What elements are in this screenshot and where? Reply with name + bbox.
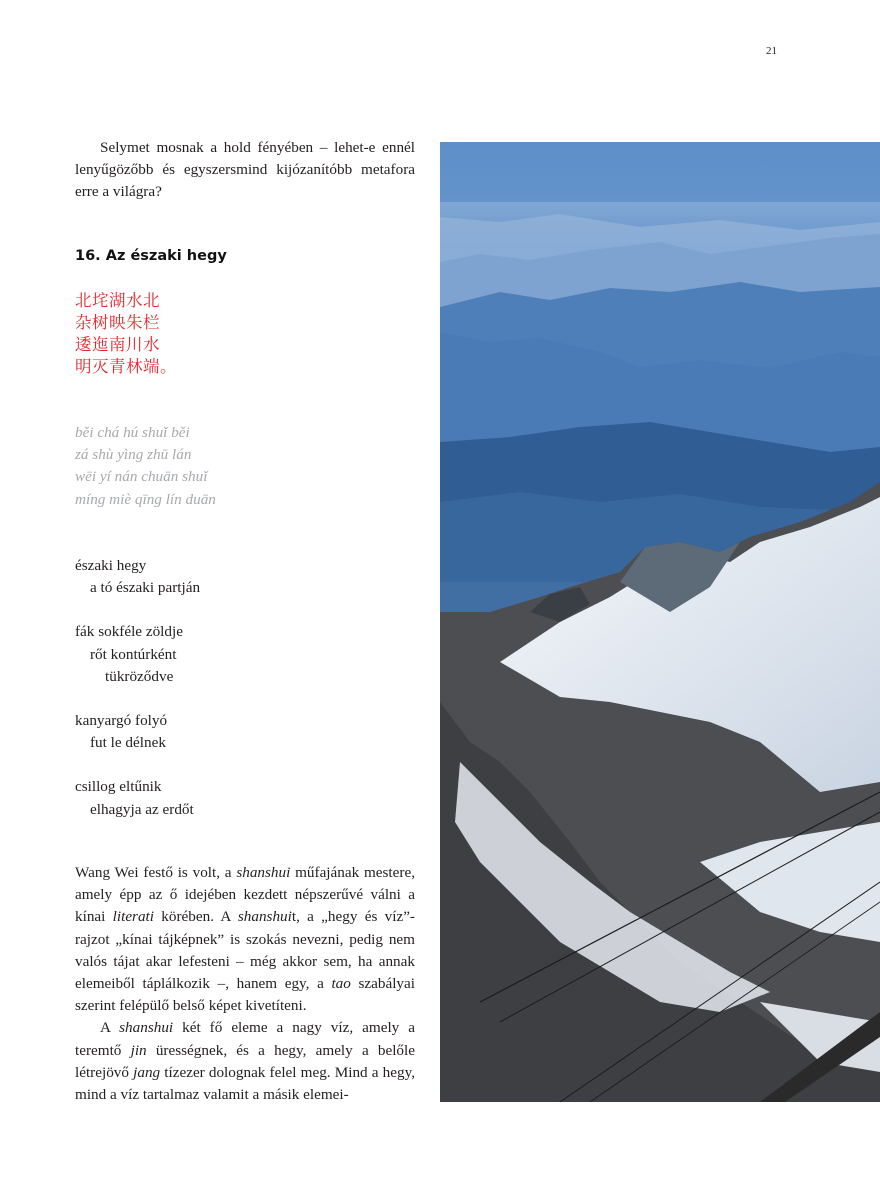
chinese-poem [75, 290, 177, 378]
poem-stanza [75, 710, 200, 754]
pinyin-line: běi chá hú shuǐ běi [75, 424, 190, 441]
poem-line: fák sokféle zöldje [75, 623, 183, 641]
pinyin-line: zá shù yìng zhū lán [75, 446, 192, 464]
chinese-line: 北垞湖水北 [75, 291, 160, 310]
poem-line: tükröződve [105, 667, 174, 685]
chinese-line: 逶迤南川水 [75, 335, 160, 354]
pinyin-line: míng miè qīng lín duān [75, 490, 216, 508]
body-paragraph: Wang Wei festő is volt, a shanshui műfajának mestere, amely épp az ő idejében kezdett népszerűvé válni a kínai literati körében. A shanshuit, a „hegy és víz”-rajzot „kínai tájképnek” is szokás nevezni, pedig nem valós tájat akar lefesteni – még akkor sem, ha annak elemeiből táplálkozik –, hanem egy, a tao szabályai szerint felépülő belső képet kivetíteni. [75, 864, 415, 1015]
intro-paragraph [75, 137, 415, 204]
chinese-line: 杂树映朱栏 [75, 313, 160, 332]
poem-stanza [75, 555, 200, 599]
body-paragraph: A shanshui két fő eleme a nagy víz, amely a teremtő jin ürességnek, és a hegy, amely a belőle létrejövő jang tízezer dolognak felel meg. Mind a hegy, mind a víz tartalmaz valamit a másik elemei- [75, 1019, 415, 1104]
pinyin-line: wēi yí nán chuān shuǐ [75, 468, 208, 486]
hungarian-poem [75, 555, 200, 843]
poem-line: északi hegy [75, 557, 147, 574]
page-number: 21 [766, 45, 777, 57]
poem-line: a tó északi partján [90, 579, 201, 597]
poem-line: csillog eltűnik [75, 778, 162, 796]
poem-line: kanyargó folyó [75, 712, 168, 730]
section-heading: 16. Az északi hegy [75, 248, 227, 264]
mountain-landscape-photo [440, 142, 880, 1102]
poem-line: fut le délnek [90, 734, 166, 752]
poem-stanza [75, 621, 200, 688]
poem-line: elhagyja az erdőt [90, 800, 194, 818]
pinyin-transcription [75, 422, 216, 511]
poem-line: rőt kontúrként [90, 645, 177, 663]
chinese-line: 明灭青林端。 [75, 357, 177, 376]
poem-stanza [75, 776, 200, 820]
intro-text: Selymet mosnak a hold fényében – lehet-e ennél lenyűgözőbb és egyszersmind kijózanítóbb metafora erre a világra? [75, 139, 415, 201]
body-text [75, 862, 415, 1106]
